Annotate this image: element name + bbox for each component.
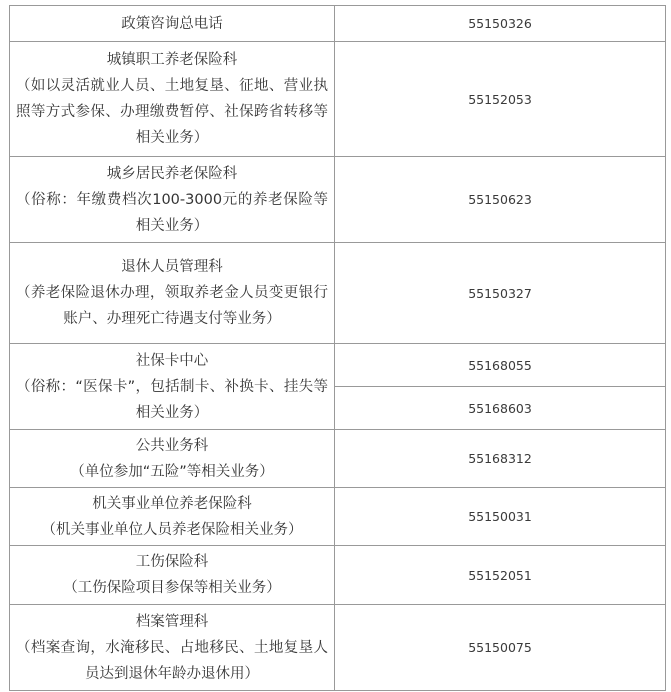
hotline-phone: 55150326 bbox=[335, 6, 666, 42]
table-row bbox=[10, 430, 666, 488]
hotline-label: 政策咨询总电话 bbox=[121, 15, 223, 32]
department-name: 工伤保险科 bbox=[135, 554, 209, 570]
department-name: 公共业务科 bbox=[135, 437, 209, 454]
table-row bbox=[10, 6, 666, 42]
department-cell bbox=[10, 546, 335, 605]
department-cell bbox=[10, 344, 335, 430]
department-name: 档案管理科 bbox=[135, 613, 209, 630]
department-phone: 55150075 bbox=[335, 605, 666, 691]
department-name: 社保卡中心 bbox=[135, 352, 209, 369]
department-description: （如以灵活就业人员、土地复垦、征地、营业执照等方式参保、办理缴费暂停、社保跨省转移等相关业务） bbox=[16, 78, 328, 146]
table-row bbox=[10, 488, 666, 546]
department-phone: 55150327 bbox=[335, 243, 666, 344]
department-phone: 55152053 bbox=[335, 42, 666, 157]
department-phone: 55150031 bbox=[335, 488, 666, 546]
department-cell bbox=[10, 42, 335, 157]
table-row bbox=[10, 344, 666, 387]
department-cell bbox=[10, 243, 335, 344]
department-name: 机关事业单位养老保险科 bbox=[92, 495, 252, 512]
hotline-label-cell bbox=[10, 6, 335, 42]
department-phone: 55152051 bbox=[335, 546, 666, 605]
table-row bbox=[10, 546, 666, 605]
department-name: 城乡居民养老保险科 bbox=[106, 165, 238, 182]
department-description: （俗称：“医保卡”，包括制卡、补换卡、挂失等相关业务） bbox=[16, 378, 328, 421]
contact-table bbox=[9, 5, 666, 691]
department-phone: 55168603 bbox=[335, 387, 666, 430]
department-description: （工伤保险项目参保等相关业务） bbox=[63, 580, 281, 596]
department-description: （档案查询，水淹移民、占地移民、土地复垦人员达到退休年龄办退休用） bbox=[16, 639, 328, 682]
department-description: （机关事业单位人员养老保险相关业务） bbox=[41, 521, 303, 538]
department-cell bbox=[10, 605, 335, 691]
table-row bbox=[10, 605, 666, 691]
department-cell bbox=[10, 488, 335, 546]
department-phone: 55168312 bbox=[335, 430, 666, 488]
department-cell bbox=[10, 430, 335, 488]
table-row bbox=[10, 157, 666, 243]
department-phone: 55150623 bbox=[335, 157, 666, 243]
table-row bbox=[10, 42, 666, 157]
department-name: 退休人员管理科 bbox=[121, 259, 223, 275]
department-phone: 55168055 bbox=[335, 344, 666, 387]
department-cell bbox=[10, 157, 335, 243]
table-row bbox=[10, 243, 666, 344]
department-description: （养老保险退休办理，领取养老金人员变更银行账户、办理死亡待遇支付等业务） bbox=[16, 285, 328, 327]
department-description: （俗称：年缴费档次100-3000元的养老保险等相关业务） bbox=[16, 191, 328, 234]
department-name: 城镇职工养老保险科 bbox=[106, 52, 238, 68]
department-description: （单位参加“五险”等相关业务） bbox=[70, 463, 274, 480]
